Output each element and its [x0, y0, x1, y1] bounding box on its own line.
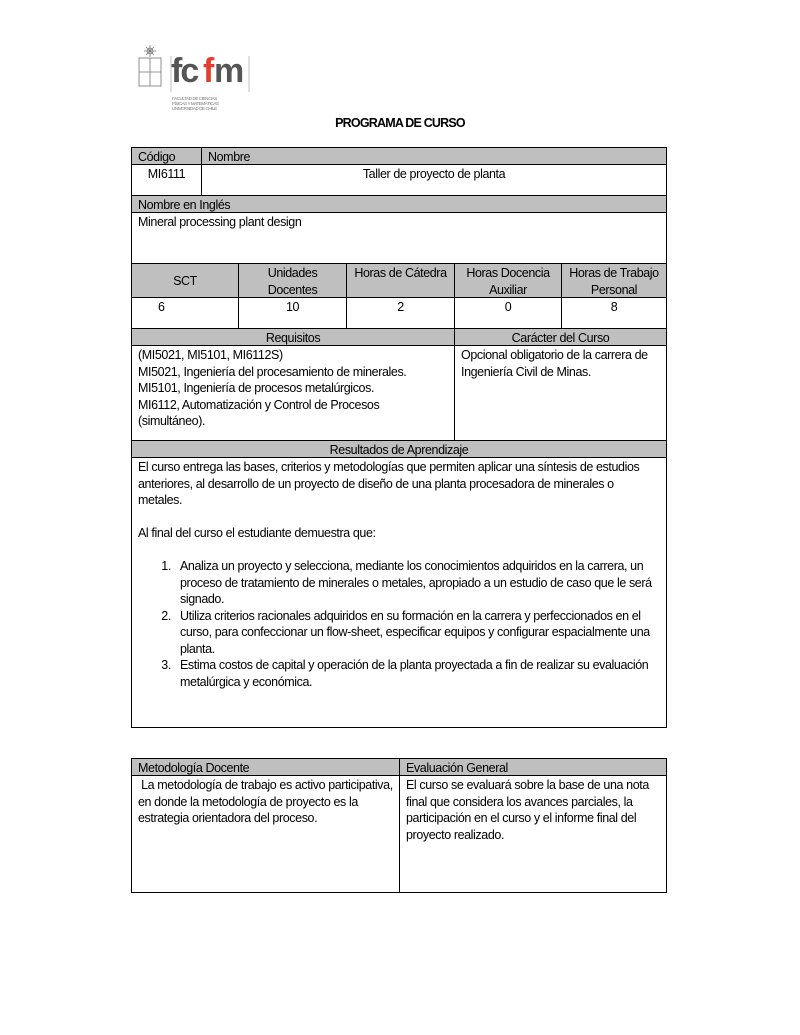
svg-text:FACULTAD DE CIENCIAS: FACULTAD DE CIENCIAS [172, 96, 217, 101]
svg-text:UNIVERSIDAD DE CHILE: UNIVERSIDAD DE CHILE [172, 106, 217, 111]
requisitos-content [131, 345, 455, 441]
metodologia-value: La metodología de trabajo es activo participativa, en donde la metodología de proyecto es la estrategia orientadora del proceso. [131, 775, 400, 893]
university-seal-icon [137, 44, 252, 118]
svg-text:FÍSICAS Y MATEMÁTICAS: FÍSICAS Y MATEMÁTICAS [172, 101, 219, 106]
requisitos-header: Requisitos [131, 328, 455, 346]
requisito-line: (MI5021, MI5101, MI6112S) [138, 348, 283, 362]
requisito-line: MI5101, Ingeniería de procesos metalúrgicos. [138, 381, 375, 395]
nombre-header: Nombre [201, 147, 667, 165]
svg-text:f: f [203, 52, 214, 90]
fcfm-logo [137, 44, 252, 118]
catedra-header: Horas de Cátedra [346, 263, 455, 298]
nombre-ingles-value: Mineral processing plant design [131, 212, 667, 264]
auxiliar-header: Horas Docencia Auxiliar [454, 263, 562, 298]
sct-header: SCT [131, 263, 239, 298]
requisito-line: MI6112, Automatización y Control de Procesos [138, 397, 380, 412]
nombre-ingles-header: Nombre en Inglés [131, 195, 667, 213]
list-item: 1. Analiza un proyecto y selecciona, mediante los conocimientos adquiridos en la carrera, un proceso de tratamiento de minerales o metales, apropiado a un estudio de caso que le será signado. [174, 558, 660, 608]
unidades-header: Unidades Docentes [238, 263, 347, 298]
codigo-value: MI6111 [131, 164, 202, 196]
metodologia-header: Metodología Docente [131, 758, 400, 776]
resultados-lead: Al final del curso el estudiante demuestra que: [138, 526, 376, 540]
resultados-intro: El curso entrega las bases, criterios y metodologías que permiten aplicar una síntesis de estudios anteriores, al desarrollo de un proyecto de diseño de una planta procesadora de minerales o metales. [138, 460, 640, 507]
requisito-line: MI5021, Ingeniería del procesamiento de minerales. [138, 364, 407, 379]
requisito-line: (simultáneo). [138, 414, 206, 428]
resultados-header: Resultados de Aprendizaje [131, 440, 667, 458]
caracter-value: Opcional obligatorio de la carrera de Ingeniería Civil de Minas. [454, 345, 667, 441]
caracter-header: Carácter del Curso [454, 328, 667, 346]
evaluacion-value: El curso se evaluará sobre la base de una nota final que considera los avances parciales, la participación en el curso y el informe final del proyecto realizado. [399, 775, 667, 893]
unidades-value: 10 [238, 297, 347, 329]
list-item: 2. Utiliza criterios racionales adquiridos en su formación en la carrera y perfeccionados en el curso, para confeccionar un flow-sheet, especificar equipos y configurar espacialmente una planta. [174, 608, 660, 658]
resultados-content [131, 457, 667, 728]
resultados-list [138, 558, 660, 690]
auxiliar-value: 0 [454, 297, 562, 329]
nombre-value: Taller de proyecto de planta [201, 164, 667, 196]
codigo-header: Código [131, 147, 202, 165]
page-title: PROGRAMA DE CURSO [335, 116, 465, 130]
sct-value: 6 [131, 297, 239, 329]
personal-header: Horas de Trabajo Personal [561, 263, 667, 298]
evaluacion-header: Evaluación General [399, 758, 667, 776]
catedra-value: 2 [346, 297, 455, 329]
list-item: 3. Estima costos de capital y operación de la planta proyectada a fin de realizar su evaluación metalúrgica y económica. [174, 657, 660, 690]
svg-text:m: m [214, 52, 244, 90]
personal-value: 8 [561, 297, 667, 329]
svg-text:fc: fc [171, 52, 198, 90]
